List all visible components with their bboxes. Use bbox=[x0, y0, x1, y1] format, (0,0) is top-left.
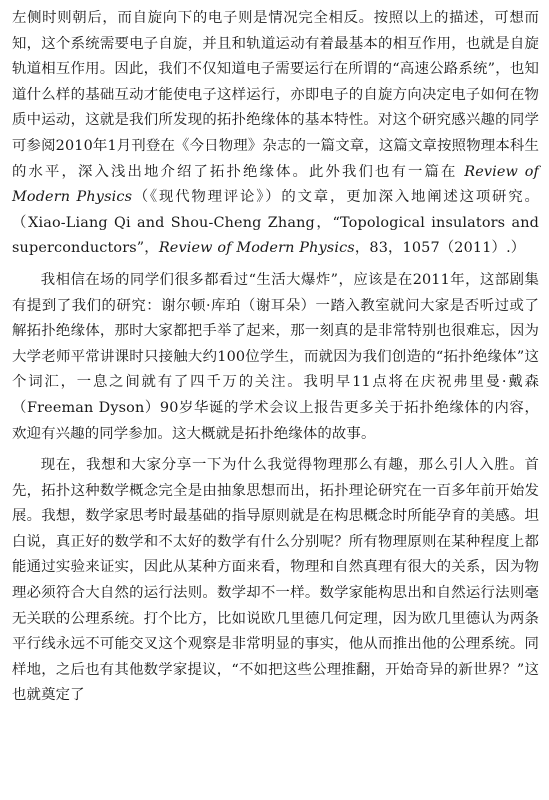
p1-journal-title-2: Review of Modern Physics bbox=[158, 240, 355, 257]
p1-text-2: （《现代物理评论》）的文章，更加深入地阐述这项研究。（Xiao-Liang Qi and Shou-Cheng Zhang，“Topological insulators and superconductors”， bbox=[12, 189, 539, 257]
paragraph-3 bbox=[12, 453, 539, 709]
p1-text-1: 左侧时则朝后，而自旋向下的电子则是情况完全相反。按照以上的描述，可想而知，这个系统需要电子自旋，并且和轨道运动有着最基本的相互作用，也就是自旋轨道相互作用。因此，我们不仅知道电子需要运行在所谓的“高速公路系统”，也知道什么样的基础互动才能使电子这样运行，亦即电子的自旋方向决定电子如何在物质中运动，这就是我们所发现的拓扑绝缘体的基本特性。对这个研究感兴趣的同学可参阅2010年1月刊登在《今日物理》杂志的一篇文章，这篇文章按照物理本科生的水平，深入浅出地介绍了拓扑绝缘体。此外我们也有一篇在 bbox=[12, 10, 539, 180]
paragraph-2 bbox=[12, 268, 539, 447]
paragraph-1 bbox=[12, 6, 539, 262]
p2-text: 我相信在场的同学们很多都看过“生活大爆炸”，应该是在2011年，这部剧集有提到了我们的研究：谢尔顿·库珀（谢耳朵）一踏入教室就问大家是否听过或了解拓扑绝缘体，那时大家都把手举了起来，那一刻真的是非常特别也很难忘，因为大学老师平常讲课时只接触大约100位学生，而就因为我们创造的“拓扑绝缘体”这个词汇，一息之间就有了四千万的关注。我明早11点将在庆祝弗里曼·戴森（Freeman Dyson）90岁华诞的学术会议上报告更多关于拓扑绝缘体的内容，欢迎有兴趣的同学参加。这大概就是拓扑绝缘体的故事。 bbox=[12, 271, 539, 442]
p3-text: 现在，我想和大家分享一下为什么我觉得物理那么有趣，那么引人入胜。首先，拓扑这种数学概念完全是由抽象思想而出，拓扑理论研究在一百多年前开始发展。我想，数学家思考时最基础的指导原则就是在构思概念时所能孕育的美感。坦白说，真正好的数学和不太好的数学有什么分别呢？所有物理原则在某种程度上都能通过实验来证实，因此从某种方面来看，物理和自然真理有很大的关系，因为物理必须符合大自然的运行法则。数学却不一样。数学家能构思出和自然运行法则毫无关联的公理系统。打个比方，比如说欧几里德几何定理，因为欧几里德认为两条平行线永远不可能交叉这个观察是非常明显的事实，他从而推出他的公理系统。同样地，之后也有其他数学家提议，“不如把这些公理推翻，开始奇异的新世界？”这也就奠定了 bbox=[12, 457, 539, 704]
p1-text-3: ，83，1057（2011）.） bbox=[354, 240, 526, 257]
p1-journal-title-1: Review of Modern Physics bbox=[12, 163, 539, 206]
